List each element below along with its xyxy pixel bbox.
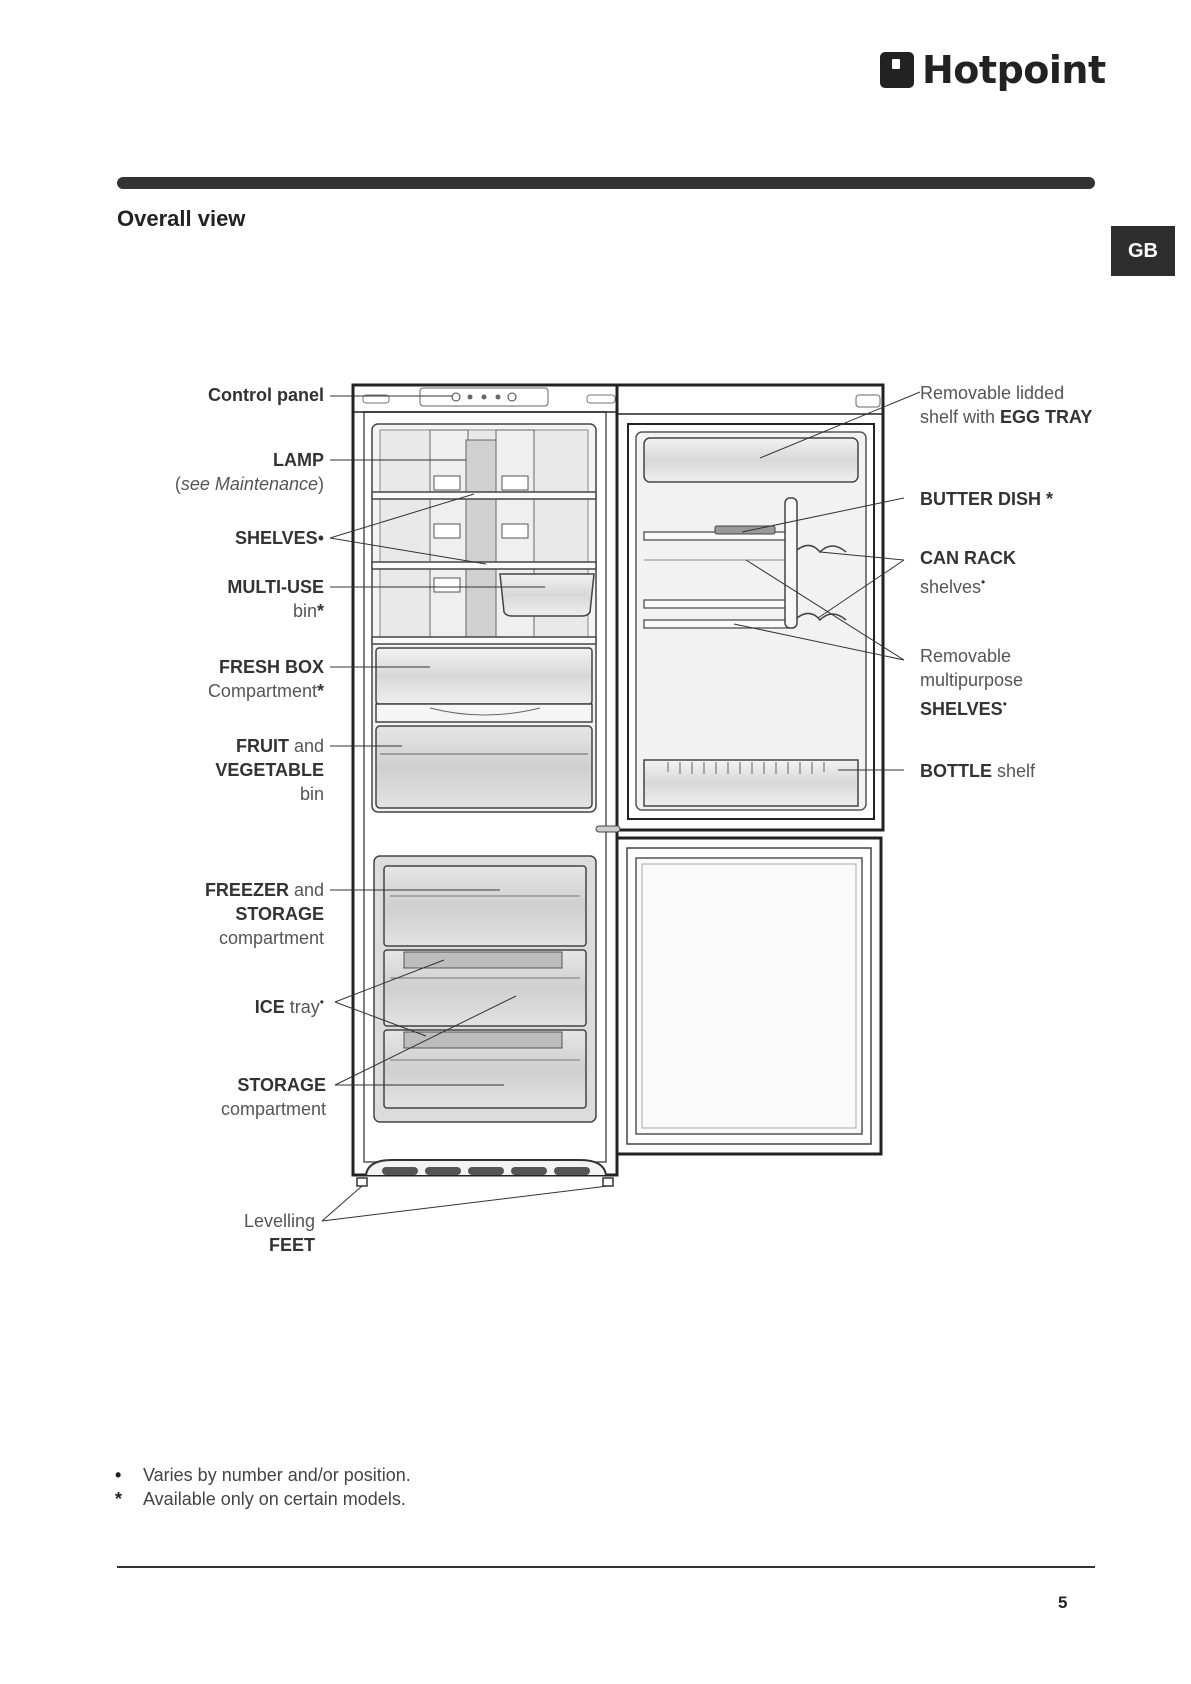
label-levelling-feet (244, 1209, 315, 1257)
label-butter-dish (920, 487, 1053, 511)
bullet-icon: • (115, 1465, 122, 1485)
label-multipurpose-shelves (920, 644, 1023, 721)
label-text: LAMP (273, 450, 324, 470)
label-subtext: bin (292, 601, 317, 621)
label-subtext: Levelling (243, 1211, 315, 1231)
label-subtext: tray (284, 997, 320, 1017)
label-subtext: compartment (220, 1099, 326, 1119)
footnotes (115, 1463, 411, 1511)
page-number: 5 (1058, 1593, 1068, 1612)
label-subtext (175, 474, 324, 494)
bullet-mark: • (319, 995, 324, 1009)
label-text: SHELVES (920, 699, 1003, 719)
logo-wordmark: Hotpoint (922, 48, 1106, 92)
label-text: FREEZER (204, 880, 289, 900)
label-subtext: compartment (218, 928, 324, 948)
label-egg-tray-shelf (920, 381, 1092, 429)
paren-open: ( (174, 474, 181, 494)
label-text: CAN RACK (920, 548, 1016, 568)
label-can-rack (920, 546, 1016, 599)
label-subtext: and (288, 736, 324, 756)
label-subtext: shelf with (920, 407, 1001, 427)
bullet-mark: • (317, 528, 324, 548)
bullet-mark: • (981, 575, 986, 589)
label-subtext: bin (299, 784, 324, 804)
label-subtext: shelves (920, 577, 982, 597)
footnote-item (115, 1463, 411, 1487)
star-mark: * (316, 601, 324, 621)
label-subtext: multipurpose (920, 670, 1024, 690)
fridge-interior (372, 424, 596, 812)
asterisk-icon: * (115, 1489, 123, 1509)
fridge-door (596, 385, 883, 832)
label-subtext: Removable lidded (920, 383, 1065, 403)
star-mark: * (1046, 489, 1054, 509)
label-ice-tray (255, 990, 324, 1019)
label-text: BOTTLE (920, 761, 992, 781)
label-text: VEGETABLE (215, 760, 324, 780)
label-text: STORAGE (237, 1075, 326, 1095)
label-text: ICE (254, 997, 285, 1017)
maintenance-note: see Maintenance (180, 474, 318, 494)
footer-rule (117, 1566, 1095, 1568)
label-fruit-vegetable-bin (215, 734, 324, 806)
label-multi-use-bin (227, 575, 324, 623)
label-text: BUTTER DISH (920, 489, 1041, 509)
footnote-text: Available only on certain models. (143, 1489, 406, 1509)
label-control-panel (208, 383, 324, 407)
label-freezer-storage (205, 878, 324, 950)
label-subtext: Compartment (207, 681, 317, 701)
star-mark: * (316, 681, 324, 701)
label-text: SHELVES (235, 528, 318, 548)
label-text: STORAGE (235, 904, 324, 924)
label-lamp (175, 448, 324, 496)
bullet-mark: • (1002, 697, 1007, 711)
label-bottle-shelf (920, 759, 1035, 783)
label-text: FRUIT (235, 736, 289, 756)
label-text: FEET (268, 1235, 315, 1255)
label-text: MULTI-USE (227, 577, 324, 597)
label-subtext: and (288, 880, 324, 900)
footnote-item (115, 1487, 411, 1511)
label-subtext: shelf (992, 761, 1036, 781)
footnote-text: Varies by number and/or position. (143, 1465, 411, 1485)
page-title: Overall view (117, 206, 246, 231)
freezer-door (617, 838, 881, 1154)
label-subtext: Removable (920, 646, 1012, 666)
language-tab[interactable]: GB (1111, 226, 1175, 276)
label-text: Control panel (208, 385, 324, 405)
label-text: FRESH BOX (218, 657, 324, 677)
label-shelves (235, 526, 324, 550)
label-fresh-box (208, 655, 324, 703)
paren-close: ) (318, 474, 324, 494)
label-storage-compartment (221, 1073, 326, 1121)
label-text: EGG TRAY (1000, 407, 1093, 427)
